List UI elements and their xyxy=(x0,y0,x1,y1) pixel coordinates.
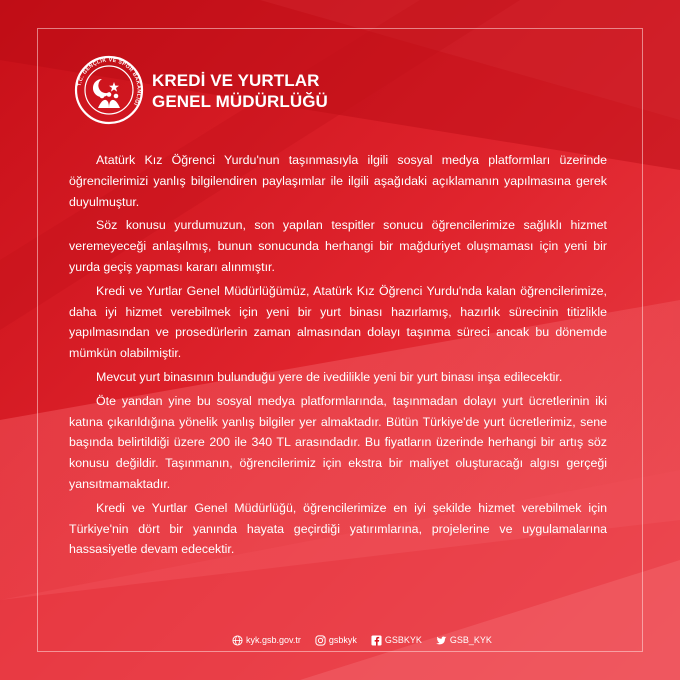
paragraph-1: Atatürk Kız Öğrenci Yurdu'nun taşınmasıyla ilgili sosyal medya platformları üzerinde öğrencilerimizi yanlış bilgilendiren paylaşımlar ile ilgili aşağıdaki açıklamanın yapılmasına gerek duyulmuştur. xyxy=(69,153,607,209)
twitter-link[interactable] xyxy=(436,635,492,646)
statement-body xyxy=(69,150,607,563)
organization-name-line2: GENEL MÜDÜRLÜĞÜ xyxy=(152,92,328,111)
organization-name xyxy=(152,70,328,112)
paragraph-4: Mevcut yurt binasının bulunduğu yere de ivedilikle yeni bir yurt binası inşa edilecektir. xyxy=(96,369,563,384)
svg-text:T.C. GENÇLİK VE SPOR BAKANLIĞI: T.C. GENÇLİK VE SPOR BAKANLIĞI xyxy=(76,57,142,107)
instagram-handle: gsbkyk xyxy=(328,635,357,645)
facebook-icon xyxy=(371,635,382,646)
twitter-icon xyxy=(436,635,447,646)
organization-name-line1: KREDİ VE YURTLAR xyxy=(152,71,320,90)
facebook-link[interactable] xyxy=(371,635,422,646)
facebook-handle: GSBKYK xyxy=(384,635,422,645)
social-footer xyxy=(232,632,492,648)
globe-icon xyxy=(232,635,243,646)
twitter-handle: GSB_KYK xyxy=(449,635,492,645)
paragraph-6: Kredi ve Yurtlar Genel Müdürlüğü, öğrencilerimize en iyi şekilde hizmet verebilmek için Türkiye'nin dört bir yanında hayata geçirdiği yatırımlarına, projelerine ve uygulamalarına hassasiyetle devam edecektir. xyxy=(69,500,607,557)
website-link[interactable] xyxy=(232,635,301,646)
instagram-icon xyxy=(315,635,326,646)
instagram-link[interactable] xyxy=(315,635,357,646)
paragraph-5: Öte yandan yine bu sosyal medya platformlarında, taşınmadan dolayı yurt ücretlerinin iki katına çıkarıldığına yönelik yanlış bilgiler yer almaktadır. Bütün Türkiye'de yurt ücretlerimiz, sene başında belirtildiği üzere 200 ile 340 TL arasındadır. Bu fiyatların üzerinde herhangi bir artış söz konusu değildir. Taşınmanın, öğrencilerimiz için ekstra bir maliyet oluşturacağı algısı gerçeği yansıtmamaktadır. xyxy=(69,393,607,491)
kyk-seal-logo xyxy=(74,55,144,125)
paragraph-2: Söz konusu yurdumuzun, son yapılan tespitler sonucu öğrencilerimize sağlıklı hizmet veremeyeceği anlaşılmış, bunun sonucunda herhangi bir mağduriyet oluşmaması için yeni bir yurda geçiş yapması kararı alınmıştır. xyxy=(69,218,607,274)
paragraph-3: Kredi ve Yurtlar Genel Müdürlüğümüz, Atatürk Kız Öğrenci Yurdu'nda kalan öğrencilerimize, daha iyi hizmet verebilmek için yeni bir yurt binası hazırlamış, hazırlık sürecinin titizlikle yapılmasından ve prosedürlerin zaman almasından dolayı taşınma süreci ancak bu dönemde mümkün olabilmiştir. xyxy=(69,283,607,361)
website-text: kyk.gsb.gov.tr xyxy=(246,635,301,645)
